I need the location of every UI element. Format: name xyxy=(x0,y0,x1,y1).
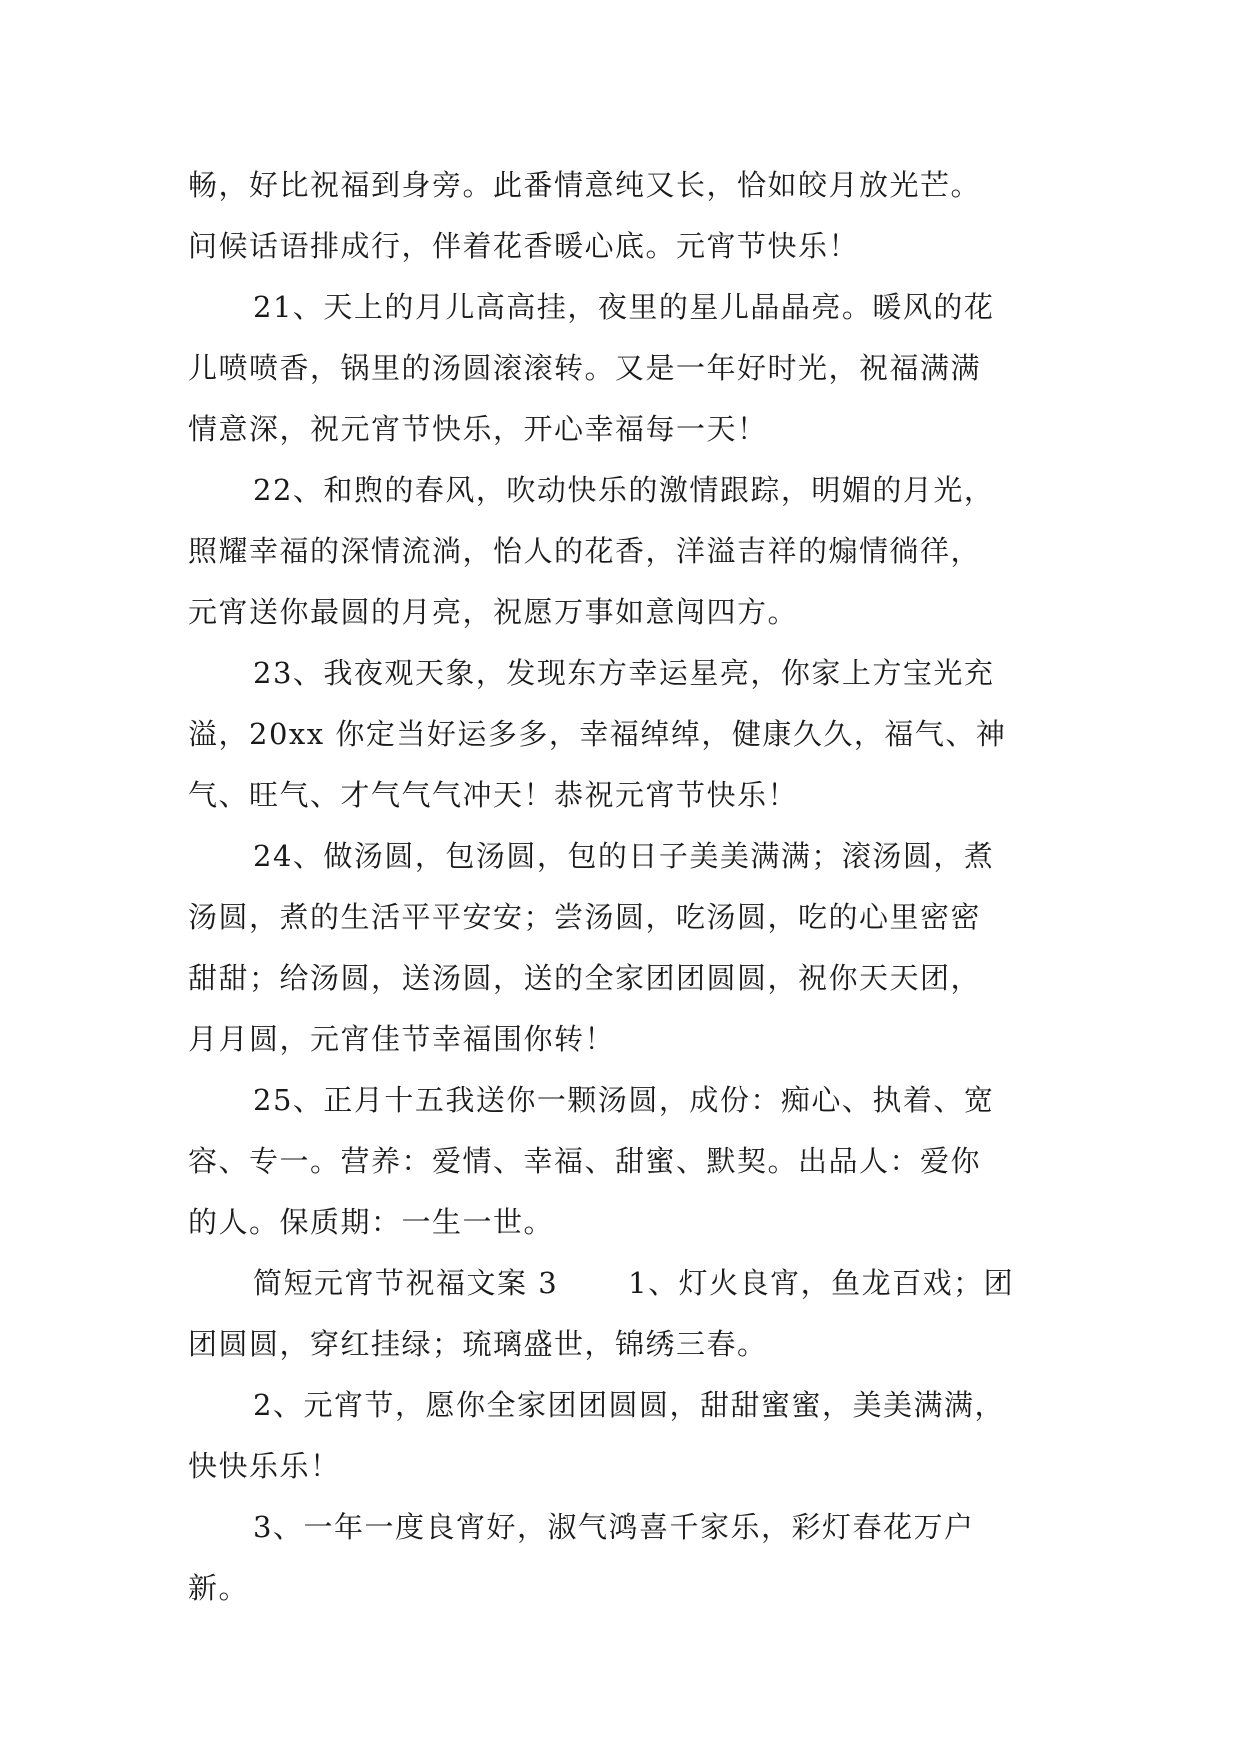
paragraph-line: 情意深，祝元宵节快乐，开心幸福每一天！ xyxy=(188,412,768,446)
section-heading: 简短元宵节祝福文案 3 xyxy=(253,1266,559,1300)
paragraph-line: 甜甜；给汤圆，送汤圆，送的全家团团圆圆，祝你天天团， xyxy=(188,961,982,995)
document-body xyxy=(188,155,1068,1619)
paragraph-line: 照耀幸福的深情流淌，怡人的花香，洋溢吉祥的煽情徜徉， xyxy=(188,534,982,568)
paragraph-line: 2、元宵节，愿你全家团团圆圆，甜甜蜜蜜，美美满满， xyxy=(253,1388,1005,1422)
paragraph-line: 3、一年一度良宵好，淑气鸿喜千家乐，彩灯春花万户 xyxy=(253,1510,975,1544)
paragraph-line: 问候话语排成行，伴着花香暖心底。元宵节快乐！ xyxy=(188,229,860,263)
paragraph-text: 1、灯火良宵，鱼龙百戏；团 xyxy=(628,1266,1015,1300)
paragraph-line: 新。 xyxy=(188,1571,250,1605)
paragraph-line: 24、做汤圆，包汤圆，包的日子美美满满；滚汤圆，煮 xyxy=(253,839,995,873)
paragraph-line: 儿喷喷香，锅里的汤圆滚滚转。又是一年好时光，祝福满满 xyxy=(188,351,982,385)
section-heading-line xyxy=(188,1253,1068,1314)
paragraph-line: 元宵送你最圆的月亮，祝愿万事如意闯四方。 xyxy=(188,595,799,629)
paragraph-line: 溢，20xx 你定当好运多多，幸福绰绰，健康久久，福气、神 xyxy=(188,717,1007,751)
paragraph-line: 汤圆，煮的生活平平安安；尝汤圆，吃汤圆，吃的心里密密 xyxy=(188,900,982,934)
paragraph-line: 容、专一。营养：爱情、幸福、甜蜜、默契。出品人：爱你 xyxy=(188,1144,982,1178)
paragraph-line: 畅，好比祝福到身旁。此番情意纯又长，恰如皎月放光芒。 xyxy=(188,168,982,202)
paragraph-line: 的人。保质期：一生一世。 xyxy=(188,1205,555,1239)
paragraph-line: 月月圆，元宵佳节幸福围你转！ xyxy=(188,1022,616,1056)
paragraph-line: 快快乐乐！ xyxy=(188,1449,341,1483)
paragraph-line: 气、旺气、才气气气冲天！恭祝元宵节快乐！ xyxy=(188,778,799,812)
paragraph-line: 25、正月十五我送你一颗汤圆，成份：痴心、执着、宽 xyxy=(253,1083,995,1117)
paragraph-line: 21、天上的月儿高高挂，夜里的星儿晶晶亮。暖风的花 xyxy=(253,290,995,324)
paragraph-line: 23、我夜观天象，发现东方幸运星亮，你家上方宝光充 xyxy=(253,656,995,690)
paragraph-line: 团圆圆，穿红挂绿；琉璃盛世，锦绣三春。 xyxy=(188,1327,768,1361)
paragraph-line: 22、和煦的春风，吹动快乐的激情跟踪，明媚的月光， xyxy=(253,473,995,507)
